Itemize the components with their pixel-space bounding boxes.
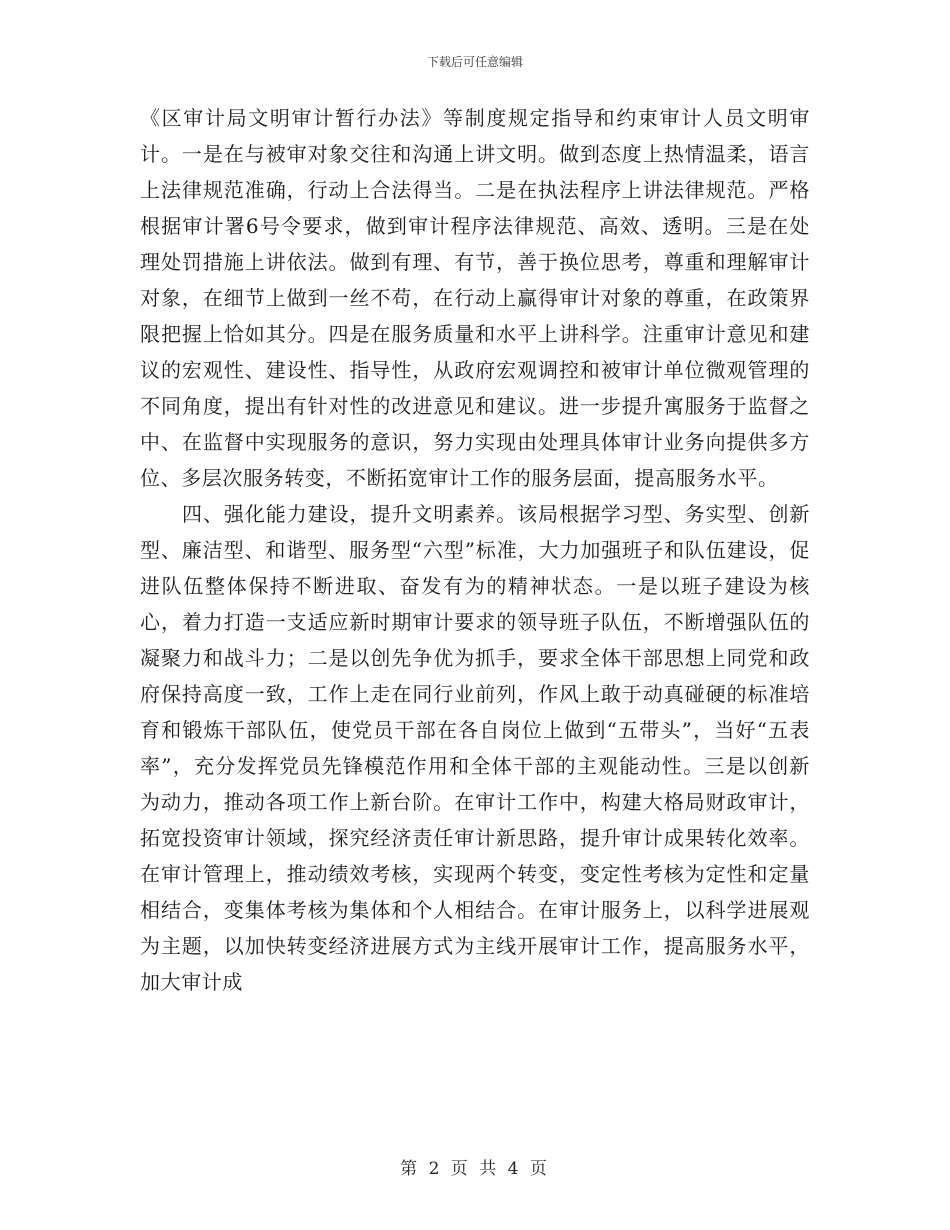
paragraph-section-four: 四、强化能力建设，提升文明素养。该局根据学习型、务实型、创新型、廉洁型、和谐型、服务型“六型”标准，大力加强班子和队伍建设，促进队伍整体保持不断进取、奋发有为的精神状态。一是以班子建设为核心，着力打造一支适应新时期审计要求的领导班子队伍，不断增强队伍的凝聚力和战斗力；二是以创先争优为抓手，要求全体干部思想上同党和政府保持高度一致，工作上走在同行业前列，作风上敢于动真碰硬的标准培育和锻炼干部队伍，使党员干部在各自岗位上做到“五带头”，当好“五表率”，充分发挥党员先锋模范作用和全体干部的主观能动性。三是以创新为动力，推动各项工作上新台阶。在审计工作中，构建大格局财政审计，拓宽投资审计领域，探究经济责任审计新思路，提升审计成果转化效率。在审计管理上，推动绩效考核，实现两个转变，变定性考核为定性和定量相结合，变集体考核为集体和个人相结合。在审计服务上，以科学进展观为主题，以加快转变经济进展方式为主线开展审计工作，提高服务水平，加大审计成 [140, 502, 810, 994]
paragraph-continuation: 《区审计局文明审计暂行办法》等制度规定指导和约束审计人员文明审计。一是在与被审对象交往和沟通上讲文明。做到态度上热情温柔，语言上法律规范准确，行动上合法得当。二是在执法程序上讲法律规范。严格根据审计署6号令要求，做到审计程序法律规范、高效、透明。三是在处理处罚措施上讲依法。做到有理、有节，善于换位思考，尊重和理解审计对象，在细节上做到一丝不苟，在行动上赢得审计对象的尊重，在政策界限把握上恰如其分。四是在服务质量和水平上讲科学。注重审计意见和建议的宏观性、建设性、指导性，从政府宏观调控和被审计单位微观管理的不同角度，提出有针对性的改进意见和建议。进一步提升寓服务于监督之中、在监督中实现服务的意识，努力实现由处理具体审计业务向提供多方位、多层次服务转变，不断拓宽审计工作的服务层面，提高服务水平。 [140, 106, 810, 490]
page-header: 下载后可任意编辑 [426, 55, 523, 69]
document-body [140, 100, 810, 1000]
page-footer: 第 2 页 共 4 页 [400, 1159, 550, 1179]
